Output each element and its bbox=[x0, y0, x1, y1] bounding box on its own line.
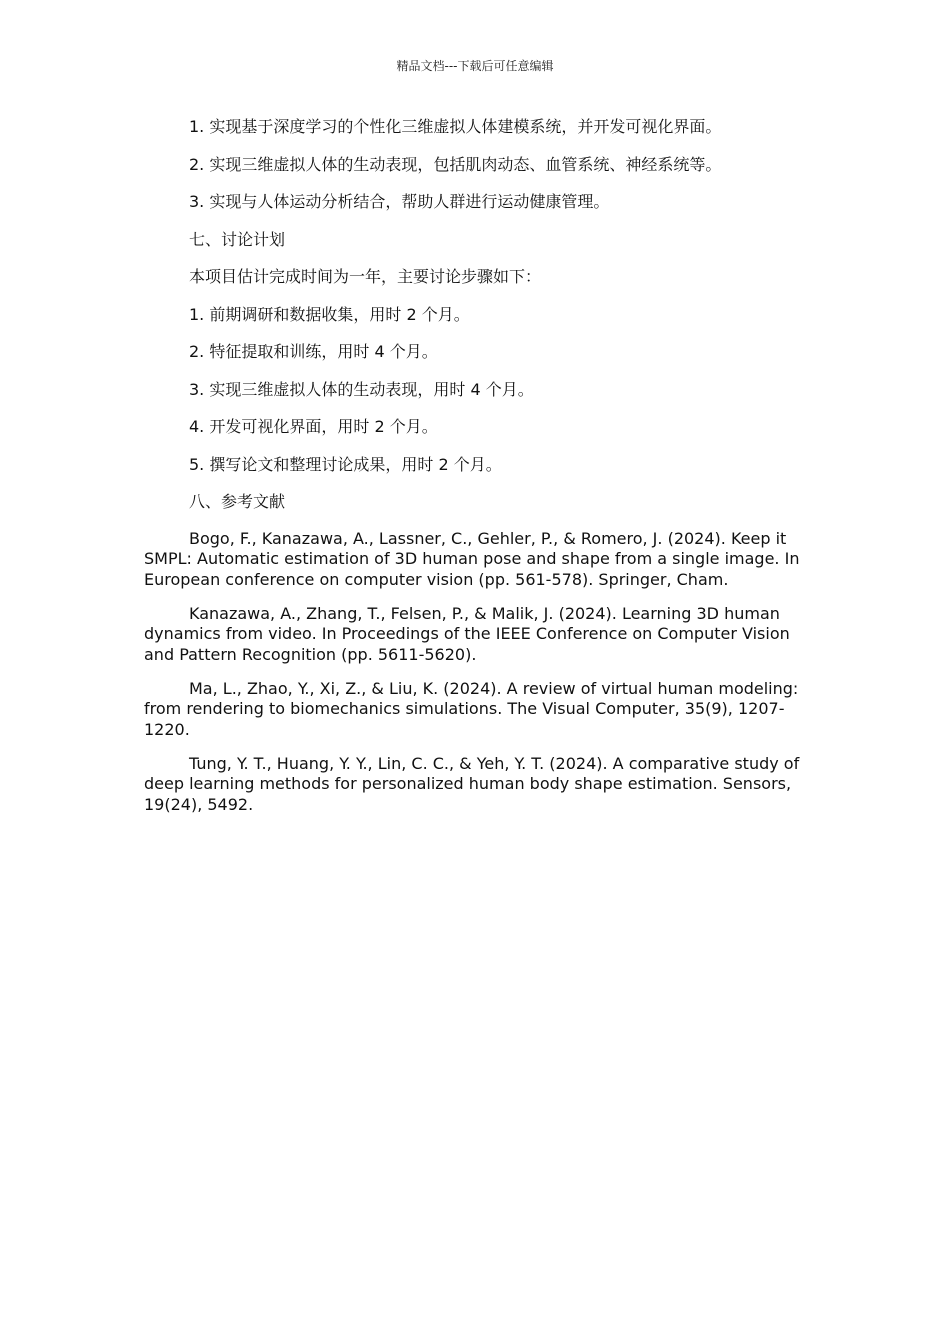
document-body bbox=[144, 116, 810, 829]
reference-item-2: Kanazawa, A., Zhang, T., Felsen, P., & Malik, J. (2024). Learning 3D human dynamics from video. In Proceedings of the IEEE Conference on Computer Vision and Pattern Recognition (pp. 5611-5620). bbox=[144, 603, 790, 664]
goal-item-1: 1. 实现基于深度学习的个性化三维虚拟人体建模系统，并开发可视化界面。 bbox=[189, 117, 722, 136]
reference-list bbox=[144, 529, 810, 816]
reference-item-4: Tung, Y. T., Huang, Y. Y., Lin, C. C., & Yeh, Y. T. (2024). A comparative study of deep learning methods for personalized human body shape estimation. Sensors, 19(24), 5492. bbox=[144, 753, 800, 814]
reference-item-3: Ma, L., Zhao, Y., Xi, Z., & Liu, K. (2024). A review of virtual human modeling: from rendering to biomechanics simulations. The Visual Computer, 35(9), 1207-1220. bbox=[144, 678, 799, 739]
goal-item-3: 3. 实现与人体运动分析结合，帮助人群进行运动健康管理。 bbox=[189, 192, 610, 211]
plan-intro: 本项目估计完成时间为一年，主要讨论步骤如下： bbox=[189, 267, 542, 286]
plan-step-4: 4. 开发可视化界面，用时 2 个月。 bbox=[189, 417, 438, 436]
section-heading-references: 八、参考文献 bbox=[189, 492, 286, 511]
plan-step-2: 2. 特征提取和训练，用时 4 个月。 bbox=[189, 342, 438, 361]
plan-step-3: 3. 实现三维虚拟人体的生动表现，用时 4 个月。 bbox=[189, 379, 534, 399]
plan-step-1: 1. 前期调研和数据收集，用时 2 个月。 bbox=[189, 304, 470, 324]
section-heading-plan: 七、讨论计划 bbox=[189, 229, 286, 249]
plan-step-5: 5. 撰写论文和整理讨论成果，用时 2 个月。 bbox=[189, 454, 502, 474]
goal-item-2: 2. 实现三维虚拟人体的生动表现，包括肌肉动态、血管系统、神经系统等。 bbox=[189, 154, 722, 174]
reference-item-1: Bogo, F., Kanazawa, A., Lassner, C., Gehler, P., & Romero, J. (2024). Keep it SMPL: Automatic estimation of 3D human pose and shape from a single image. In European conference on computer vision (pp. 561-578). Springer, Cham. bbox=[144, 528, 800, 589]
page-header: 精品文档---下载后可任意编辑 bbox=[396, 59, 554, 73]
